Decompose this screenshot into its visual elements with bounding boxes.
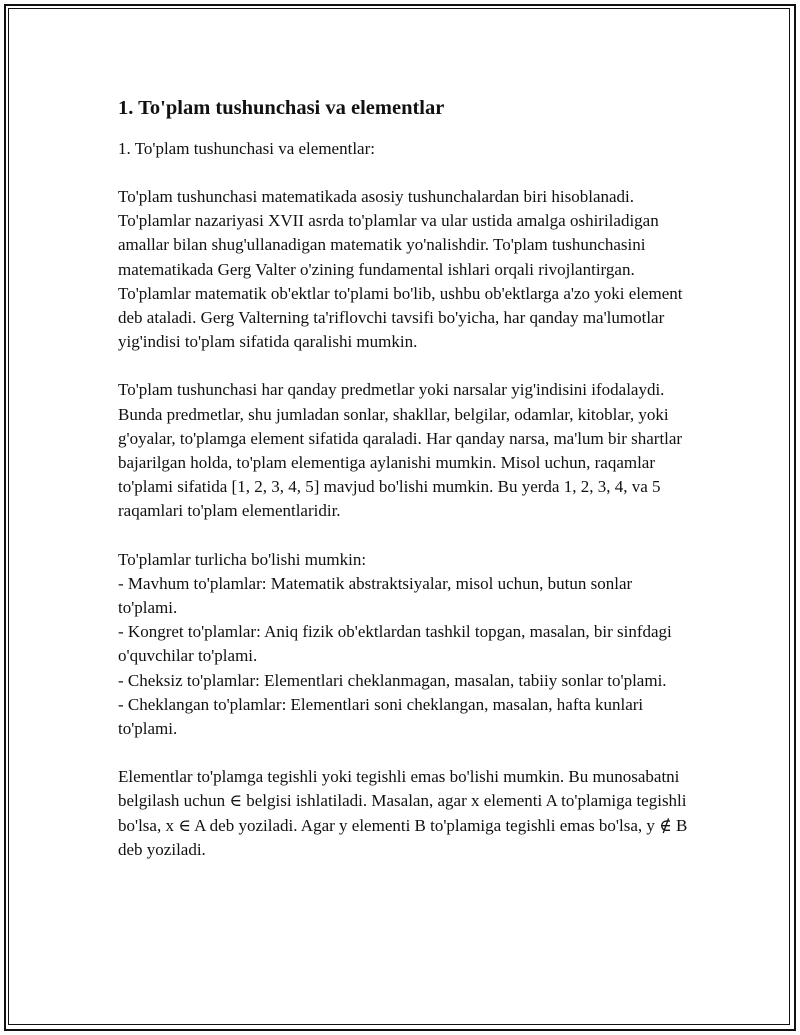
list-item: - Cheksiz to'plamlar: Elementlari cheklanmagan, masalan, tabiiy sonlar to'plami. [118, 670, 667, 690]
list-item: - Kongret to'plamlar: Aniq fizik ob'ektlardan tashkil topgan, masalan, bir sinfdagi o'quvchilar to'plami. [118, 622, 672, 666]
paragraph-intro: To'plam tushunchasi matematikada asosiy tushunchalardan biri hisoblanadi. To'plamlar nazariyasi XVII asrda to'plamlar va ular ustida amalga oshiriladigan amallar bilan shug'ullanadigan matematik yo'nalishdir. To'plam tushunchasini matematikada Gerg Valter o'zining fundamental ishlari orqali rivojlantirgan. To'plamlar matematik ob'ektlar to'plami bo'lib, ushbu ob'ektlarga a'zo yoki element deb ataladi. Gerg Valterning ta'riflovchi tavsifi bo'yicha, har qanday ma'lumotlar yig'indisi to'plam sifatida qaralishi mumkin. [118, 187, 683, 352]
set-types-list [118, 548, 688, 742]
list-item: - Mavhum to'plamlar: Matematik abstraktsiyalar, misol uchun, butun sonlar to'plami. [118, 573, 633, 618]
document-title: 1. To'plam tushunchasi va elementlar [118, 97, 445, 119]
section-heading: 1. To'plam tushunchasi va elementlar: [118, 139, 375, 158]
paragraph-membership: Elementlar to'plamga tegishli yoki tegishli emas bo'lishi mumkin. Bu munosabatni belgilash uchun ∈ belgisi ishlatiladi. Masalan, agar x elementi A to'plamiga tegishli bo'lsa, x ∈ A deb yoziladi. Agar y elementi B to'plamiga tegishli emas bo'lsa, y ∉ B deb yoziladi. [118, 767, 688, 859]
document-content [118, 95, 688, 886]
list-item: - Cheklangan to'plamlar: Elementlari soni cheklangan, masalan, hafta kunlari to'plami. [118, 694, 644, 739]
list-intro: To'plamlar turlicha bo'lishi mumkin: [118, 549, 367, 569]
paragraph-definition: To'plam tushunchasi har qanday predmetlar yoki narsalar yig'indisini ifodalaydi. Bunda predmetlar, shu jumladan sonlar, shakllar, belgilar, odamlar, kitoblar, yoki g'oyalar, to'plamga element sifatida qaraladi. Har qanday narsa, ma'lum bir shartlar bajarilgan holda, to'plam elementiga aylanishi mumkin. Misol uchun, raqamlar to'plami sifatida [1, 2, 3, 4, 5] mavjud bo'lishi mumkin. Bu yerda 1, 2, 3, 4, va 5 raqamlari to'plam elementlaridir. [118, 380, 683, 521]
